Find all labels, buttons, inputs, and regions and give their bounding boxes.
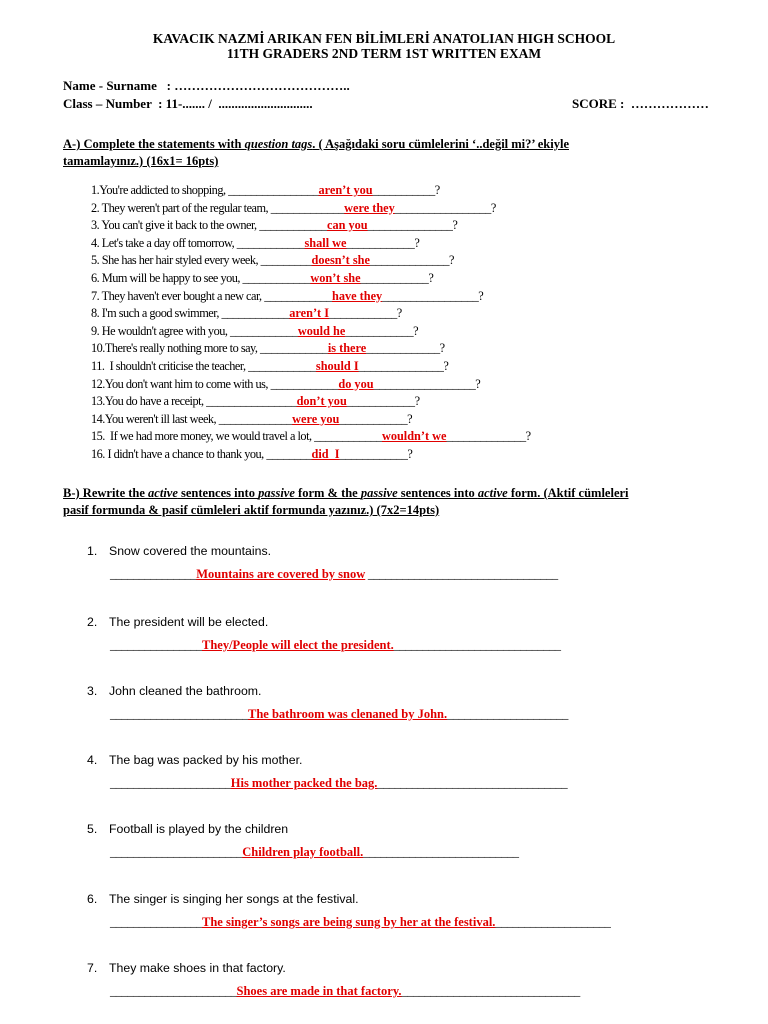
rewrite-answer-line	[110, 566, 558, 582]
answer-blank-end: ____________?	[360, 270, 434, 285]
item-number: 5.	[87, 822, 98, 836]
answer-tag: should I	[315, 358, 359, 373]
prompt-sentence: John cleaned the bathroom.	[109, 684, 262, 698]
answer-blank-end: _______________?	[367, 218, 458, 233]
question-sentence: 10.There's really nothing more to say, ____________	[91, 341, 328, 356]
answer-tag: won’t she	[310, 270, 361, 285]
answer-blank-start: ________________________	[110, 707, 248, 721]
exam-title: 11TH GRADERS 2ND TERM 1ST WRITTEN EXAM	[226, 46, 542, 61]
question-tag-item	[91, 235, 531, 253]
item-number: 1.	[87, 544, 98, 558]
answer-tag: have they	[332, 288, 383, 303]
answer-blank-end: _________________?	[394, 200, 496, 215]
prompt-sentence: Snow covered the mountains.	[109, 544, 272, 558]
question-sentence: 5. She has her hair styled every week, _________	[91, 253, 312, 268]
question-tag-item	[91, 376, 531, 394]
rewrite-prompt	[87, 752, 302, 768]
question-tag-item	[91, 411, 531, 429]
class-number-field: Class – Number : 11-....... / .............................	[63, 96, 313, 111]
rewrite-answer-line	[110, 914, 610, 930]
rewrite-prompt	[87, 891, 359, 907]
rewrite-answer-line	[110, 983, 580, 999]
question-tag-list	[91, 182, 531, 464]
answer-blank-start: ________________	[110, 915, 202, 929]
question-tag-item	[91, 288, 531, 306]
answer-tag: doesn’t she	[311, 253, 370, 268]
answer-blank-end: ____________?	[339, 446, 413, 461]
question-tag-item	[91, 252, 531, 270]
answer-blank-end: ____________________	[495, 915, 611, 929]
section-a-line1: A-) Complete the statements with question tags. ( Aşağıdaki soru cümlelerini ‘..değil mi?’ ekiyle	[63, 137, 569, 151]
question-tag-item	[91, 182, 531, 200]
question-sentence: 6. Mum will be happy to see you, ____________	[91, 270, 311, 285]
answer-tag: don’t you	[296, 394, 347, 409]
answer-blank-end: ____________?	[346, 235, 420, 250]
score-field: SCORE : ………………	[572, 96, 709, 111]
answer-tag: were you	[292, 411, 340, 426]
rewrite-answer: The bathroom was clenaned by John.	[248, 707, 448, 721]
answer-blank-end: __________________?	[373, 376, 481, 391]
rewrite-answer-line	[110, 775, 567, 791]
answer-blank-end: _______________?	[358, 358, 449, 373]
item-number: 3.	[87, 684, 98, 698]
answer-blank-end: _________________________________	[365, 567, 558, 581]
section-b-instructions	[63, 485, 629, 519]
answer-tag: can you	[326, 218, 368, 233]
rewrite-answer-line	[110, 706, 568, 722]
prompt-sentence: The bag was packed by his mother.	[109, 753, 303, 767]
answer-blank-start: _______________________	[110, 845, 243, 859]
question-tag-item	[91, 358, 531, 376]
rewrite-prompt	[87, 683, 261, 699]
question-sentence: 3. You can't give it back to the owner, ____________	[91, 218, 327, 233]
section-b-line2: pasif formunda & pasif cümleleri aktif formunda yazınız.) (7x2=14pts)	[63, 503, 440, 517]
answer-tag: aren’t I	[289, 306, 329, 321]
rewrite-prompt	[87, 614, 268, 630]
rewrite-prompt	[87, 821, 288, 837]
question-sentence: 4. Let's take a day off tomorrow, ____________	[91, 235, 305, 250]
answer-blank-start: _____________________	[110, 776, 231, 790]
answer-tag: did I	[311, 446, 340, 461]
rewrite-answer: They/People will elect the president.	[202, 638, 394, 652]
question-sentence: 15. If we had more money, we would travel a lot, ____________	[91, 429, 382, 444]
question-tag-item	[91, 200, 531, 218]
rewrite-answer: Mountains are covered by snow	[196, 567, 366, 581]
answer-blank-end: _____________?	[366, 341, 445, 356]
item-number: 2.	[87, 615, 98, 629]
answer-blank-end: ____________?	[346, 394, 420, 409]
rewrite-prompt	[87, 543, 271, 559]
answer-blank-start: ________________	[110, 638, 202, 652]
answer-blank-end: _____________________________	[393, 638, 561, 652]
question-tag-item	[91, 393, 531, 411]
answer-blank-end: _______________________________	[401, 984, 580, 998]
question-sentence: 9. He wouldn't agree with you, ____________	[91, 323, 298, 338]
answer-tag: were they	[344, 200, 395, 215]
question-tag-item	[91, 340, 531, 358]
prompt-sentence: The president will be elected.	[109, 615, 269, 629]
section-b-line1: B-) Rewrite the active sentences into passive form & the passive sentences into active form. (Aktif cümleleri	[63, 486, 629, 500]
answer-blank-end: ____________?	[339, 411, 413, 426]
answer-tag: shall we	[304, 235, 347, 250]
answer-tag: would he	[297, 323, 346, 338]
answer-tag: aren’t you	[318, 183, 373, 197]
rewrite-answer: Shoes are made in that factory.	[236, 984, 402, 998]
item-number: 6.	[87, 892, 98, 906]
answer-tag: is there	[327, 341, 367, 356]
answer-blank-end: ____________?	[345, 323, 419, 338]
question-sentence: 16. I didn't have a chance to thank you, ________	[91, 446, 312, 461]
question-tag-item	[91, 446, 531, 464]
question-sentence: 1.You're addicted to shopping, ________________	[91, 183, 319, 197]
question-tag-item	[91, 323, 531, 341]
section-a-instructions	[63, 136, 569, 170]
prompt-sentence: They make shoes in that factory.	[109, 961, 286, 975]
answer-tag: do you	[338, 376, 374, 391]
rewrite-answer-line	[110, 637, 561, 653]
answer-blank-end: ______________?	[446, 429, 531, 444]
answer-blank-end: _________________?	[382, 288, 484, 303]
question-tag-item	[91, 428, 531, 446]
question-sentence: 14.You weren't ill last week, _____________	[91, 411, 293, 426]
rewrite-answer-line	[110, 844, 518, 860]
answer-blank-start: ______________________	[110, 984, 237, 998]
rewrite-answer: The singer’s songs are being sung by her at the festival.	[202, 915, 496, 929]
rewrite-prompt	[87, 960, 286, 976]
question-sentence: 11. I shouldn't criticise the teacher, ____________	[91, 358, 316, 373]
prompt-sentence: The singer is singing her songs at the festival.	[109, 892, 359, 906]
answer-blank-end: ___________?	[372, 183, 440, 197]
answer-blank-start: _______________	[110, 567, 197, 581]
question-tag-item	[91, 217, 531, 235]
answer-blank-end: ____________?	[329, 306, 402, 321]
question-sentence: 12.You don't want him to come with us, ____________	[91, 376, 339, 391]
section-a-line2: tamamlayınız.) (16x1= 16pts)	[63, 154, 219, 168]
question-tag-item	[91, 270, 531, 288]
question-sentence: 13.You do have a receipt, ________________	[91, 394, 297, 409]
answer-blank-end: ___________________________	[363, 845, 519, 859]
answer-blank-end: _____________________	[447, 707, 568, 721]
answer-blank-end: _________________________________	[377, 776, 568, 790]
rewrite-answer: His mother packed the bag.	[230, 776, 378, 790]
question-tag-item	[91, 305, 531, 323]
rewrite-answer: Children play football.	[242, 845, 364, 859]
school-title: KAVACIK NAZMİ ARIKAN FEN BİLİMLERİ ANATOLIAN HIGH SCHOOL	[152, 31, 616, 46]
question-sentence: 7. They haven't ever bought a new car, ____________	[91, 288, 332, 303]
question-sentence: 2. They weren't part of the regular team, _____________	[91, 200, 345, 215]
question-sentence: 8. I'm such a good swimmer, ____________	[91, 306, 290, 321]
answer-blank-end: ______________?	[369, 253, 454, 268]
item-number: 7.	[87, 961, 98, 975]
prompt-sentence: Football is played by the children	[109, 822, 289, 836]
answer-tag: wouldn’t we	[381, 429, 447, 444]
name-surname-field: Name - Surname : …………………………………..	[63, 78, 350, 93]
item-number: 4.	[87, 753, 98, 767]
